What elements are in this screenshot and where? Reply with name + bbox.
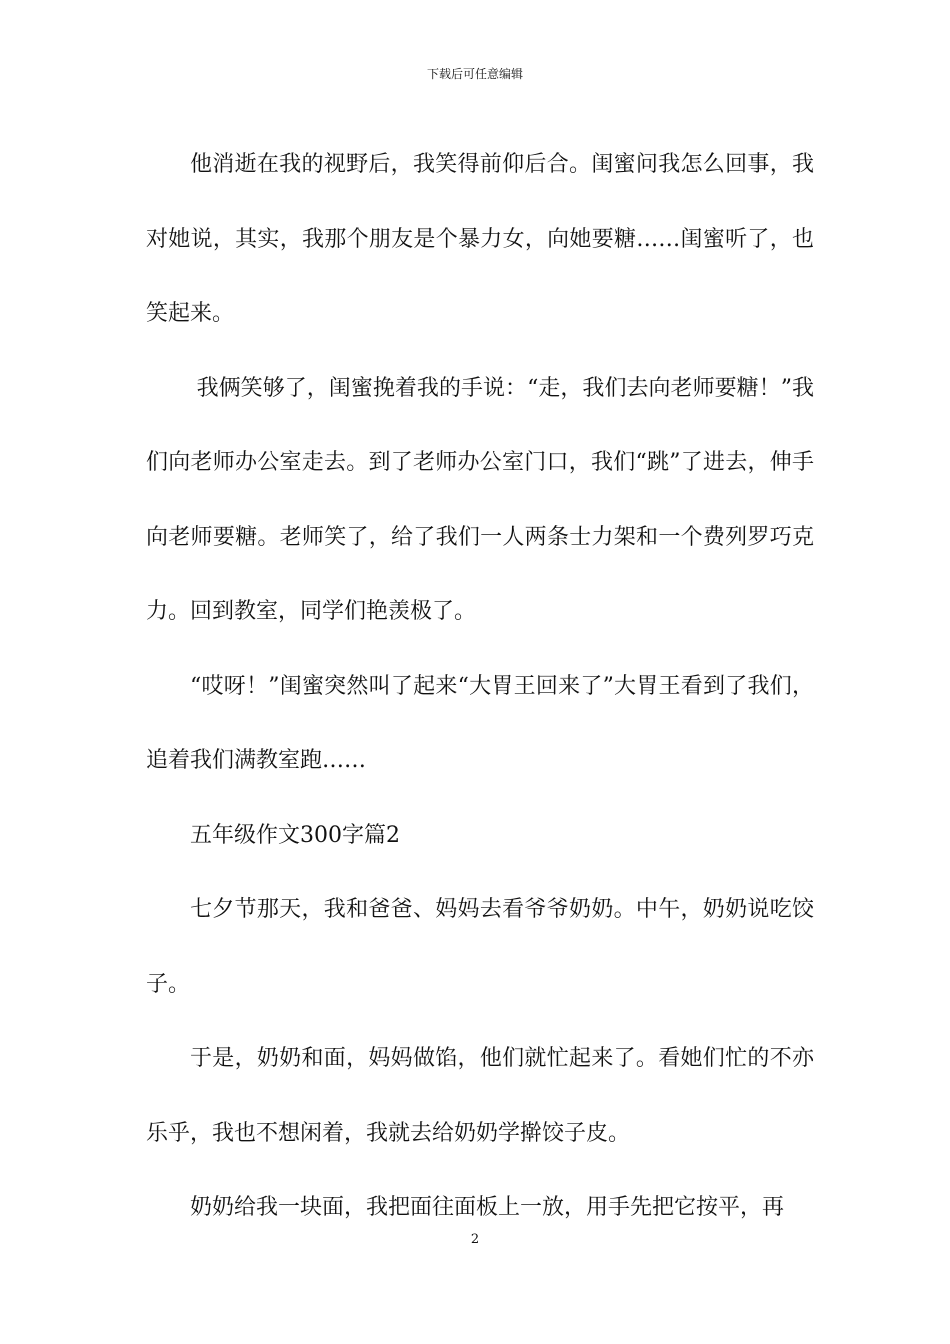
paragraph-4: 七夕节那天，我和爸爸、妈妈去看爷爷奶奶。中午，奶奶说吃饺子。 — [146, 897, 814, 997]
paragraph-2: 我俩笑够了，闺蜜挽着我的手说：“走，我们去向老师要糖！”我们向老师办公室走去。到了老师办公室门口，我们“跳”了进去，伸手向老师要糖。老师笑了，给了我们一人两条士力架和一个费列罗巧克力。回到教室，同学们艳羡极了。 — [146, 375, 814, 624]
paragraph-1: 他消逝在我的视野后，我笑得前仰后合。闺蜜问我怎么回事，我对她说，其实，我那个朋友是个暴力女，向她要糖……闺蜜听了，也笑起来。 — [146, 152, 814, 326]
page-header: 下载后可任意编辑 — [426, 67, 523, 81]
paragraph-5: 于是，奶奶和面，妈妈做馅，他们就忙起来了。看她们忙的不亦乐乎，我也不想闲着，我就去给奶奶学擀饺子皮。 — [146, 1046, 814, 1146]
page-number: 2 — [470, 1232, 480, 1247]
paragraph-3: “哎呀！”闺蜜突然叫了起来“大胃王回来了”大胃王看到了我们，追着我们满教室跑…… — [146, 673, 814, 773]
paragraph-6: 奶奶给我一块面，我把面往面板上一放，用手先把它按平，再 — [190, 1195, 785, 1220]
document-body — [146, 128, 814, 1246]
section-heading: 五年级作文300字篇2 — [190, 822, 400, 848]
